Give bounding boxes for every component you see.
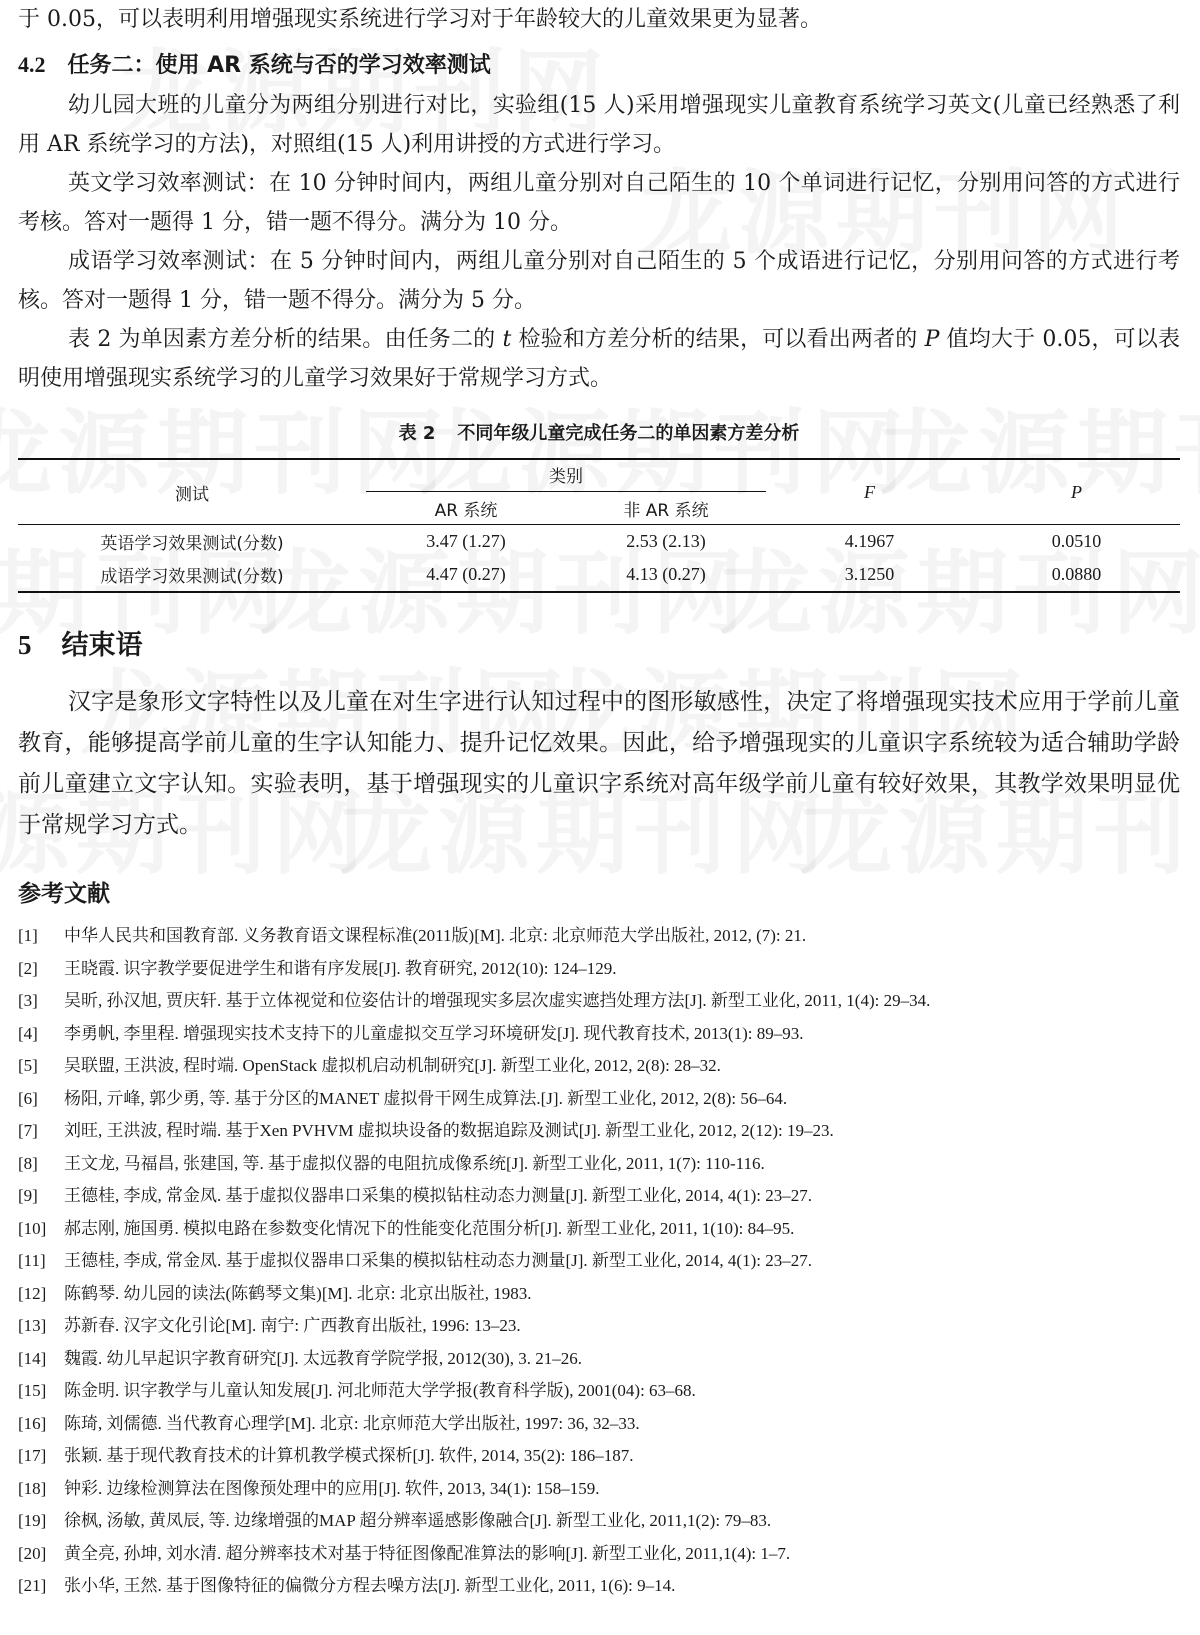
reference-number: [12] (18, 1283, 47, 1303)
header-non-ar: 非 AR 系统 (566, 492, 766, 525)
reference-number: [21] (18, 1576, 47, 1595)
cell-p: 0.0880 (973, 558, 1180, 592)
reference-number: [20] (18, 1543, 47, 1563)
section-title: 结束语 (61, 630, 143, 661)
reference-number: [2] (18, 958, 38, 978)
references-heading: 参考文献 (18, 881, 110, 907)
reference-number: [3] (18, 991, 38, 1010)
cell-test: 成语学习效果测试(分数) (18, 558, 366, 592)
reference-item (18, 1245, 1180, 1278)
reference-number: [6] (18, 1088, 38, 1108)
text-run: 表 2 为单因素方差分析的结果。由任务二的 (68, 327, 503, 352)
reference-number: [14] (18, 1348, 47, 1368)
reference-text: 陈琦, 刘儒德. 当代教育心理学[M]. 北京: 北京师范大学出版社, 1997: 36, 32–33. (64, 1413, 640, 1433)
section-number: 5 (18, 630, 32, 660)
reference-item (18, 985, 1180, 1018)
reference-item (18, 920, 1180, 953)
cell-f: 3.1250 (766, 558, 973, 592)
cell-f: 4.1967 (844, 531, 895, 551)
reference-text: 郝志刚, 施国勇. 模拟电路在参数变化情况下的性能变化范围分析[J]. 新型工业化, 2011, 1(10): 84–95. (64, 1218, 795, 1238)
table-number: 表 2 (398, 423, 436, 444)
section-4-2-heading (18, 45, 1180, 86)
reference-item (18, 953, 1180, 986)
reference-text: 杨阳, 亓峰, 郭少勇, 等. 基于分区的MANET 虚拟骨干网生成算法.[J]. 新型工业化, 2012, 2(8): 56–64. (64, 1088, 788, 1108)
body-paragraph (18, 320, 1180, 398)
reference-text: 王德桂, 李成, 常金凤. 基于虚拟仪器串口采集的模拟钻柱动态力测量[J]. 新型工业化, 2014, 4(1): 23–27. (64, 1186, 812, 1205)
reference-text: 吴昕, 孙汉旭, 贾庆轩. 基于立体视觉和位姿估计的增强现实多层次虚实遮挡处理方法[J]. 新型工业化, 2011, 1(4): 29–34. (64, 991, 931, 1010)
reference-text: 陈金明. 识字教学与儿童认知发展[J]. 河北师范大学学报(教育科学版), 2001(04): 63–68. (64, 1381, 696, 1400)
body-paragraph: 成语学习效率测试：在 5 分钟时间内，两组儿童分别对自己陌生的 5 个成语进行记忆，分别用问答的方式进行考核。答对一题得 1 分，错一题不得分。满分为 5 分。 (18, 249, 1180, 313)
reference-text: 魏霞. 幼儿早起识字教育研究[J]. 太远教育学院学报, 2012(30), 3. 21–26. (64, 1348, 583, 1368)
reference-text: 苏新春. 汉字文化引论[M]. 南宁: 广西教育出版社, 1996: 13–23. (64, 1316, 521, 1335)
reference-text: 张小华, 王然. 基于图像特征的偏微分方程去噪方法[J]. 新型工业化, 2011, 1(6): 9–14. (64, 1576, 676, 1595)
reference-item (18, 1213, 1180, 1246)
reference-number: [15] (18, 1381, 47, 1400)
reference-item (18, 1050, 1180, 1083)
intro-tail-paragraph: 于 0.05，可以表明利用增强现实系统进行学习对于年龄较大的儿童效果更为显著。 (18, 7, 822, 32)
header-p: P (973, 459, 1180, 525)
conclusion-paragraph: 汉字是象形文字特性以及儿童在对生字进行认知过程中的图形敏感性，决定了将增强现实技术应用于学前儿童教育，能够提高学前儿童的生字认知能力、提升记忆效果。因此，给予增强现实的儿童识字系统较为适合辅助学龄前儿童建立文字认知。实验表明，基于增强现实的儿童识字系统对高年级学前儿童有较好效果，其教学效果明显优于常规学习方式。 (18, 689, 1180, 838)
reference-item (18, 1180, 1180, 1213)
reference-text: 黄全亮, 孙坤, 刘水清. 超分辨率技术对基于特征图像配准算法的影响[J]. 新型工业化, 2011,1(4): 1–7. (64, 1543, 791, 1563)
reference-text: 王德桂, 李成, 常金凤. 基于虚拟仪器串口采集的模拟钻柱动态力测量[J]. 新型工业化, 2014, 4(1): 23–27. (64, 1251, 812, 1270)
reference-number: [13] (18, 1316, 47, 1335)
body-paragraph: 幼儿园大班的儿童分为两组分别进行对比，实验组(15 人)采用增强现实儿童教育系统学习英文(儿童已经熟悉了利用 AR 系统学习的方法)，对照组(15 人)利用讲授的方式进行学习。 (18, 93, 1180, 157)
reference-number: [10] (18, 1218, 47, 1238)
cell-test: 英语学习效果测试(分数) (100, 534, 284, 554)
reference-number: [18] (18, 1478, 47, 1498)
reference-item (18, 1538, 1180, 1571)
reference-item (18, 1310, 1180, 1343)
reference-item (18, 1505, 1180, 1538)
table-row (18, 558, 1180, 592)
reference-number: [17] (18, 1446, 47, 1465)
header-f: F (766, 459, 973, 525)
reference-number: [11] (18, 1251, 46, 1270)
table-row (18, 525, 1180, 559)
reference-item (18, 1375, 1180, 1408)
section-5-heading (18, 623, 1180, 668)
anova-table (18, 458, 1180, 593)
reference-text: 王晓霞. 识字教学要促进学生和谐有序发展[J]. 教育研究, 2012(10): 124–129. (64, 958, 617, 978)
reference-list (18, 920, 1180, 1603)
reference-item (18, 1473, 1180, 1506)
header-category-label: 类别 (366, 462, 766, 492)
reference-item (18, 1570, 1180, 1603)
t-symbol: t (502, 327, 512, 352)
section-number: 4.2 (18, 52, 46, 77)
reference-text: 刘旺, 王洪波, 程时端. 基于Xen PVHVM 虚拟块设备的数据追踪及测试[J]. 新型工业化, 2012, 2(12): 19–23. (64, 1121, 834, 1140)
section-title: 任务二：使用 AR 系统与否的学习效率测试 (67, 53, 491, 78)
header-test: 测试 (18, 459, 366, 525)
reference-item (18, 1343, 1180, 1376)
cell-non-ar: 2.53 (2.13) (626, 531, 706, 551)
cell-ar: 4.47 (0.27) (366, 558, 566, 592)
reference-text: 李勇帆, 李里程. 增强现实技术支持下的儿童虚拟交互学习环境研发[J]. 现代教育技术, 2013(1): 89–93. (64, 1023, 804, 1043)
reference-item (18, 1148, 1180, 1181)
table-caption-text: 不同年级儿童完成任务二的单因素方差分析 (457, 423, 800, 444)
text-run: 值均大于 0.05，可以表明使用增强现实系统学习的儿童学习效果好于常规学习方式。 (18, 327, 1180, 391)
reference-item (18, 1440, 1180, 1473)
header-ar: AR 系统 (366, 492, 566, 525)
reference-text: 张颖. 基于现代教育技术的计算机教学模式探析[J]. 软件, 2014, 35(2): 186–187. (64, 1446, 634, 1465)
reference-number: [1] (18, 926, 38, 945)
reference-number: [9] (18, 1186, 38, 1205)
reference-item (18, 1278, 1180, 1311)
reference-number: [7] (18, 1121, 38, 1140)
reference-text: 钟彩. 边缘检测算法在图像预处理中的应用[J]. 软件, 2013, 34(1): 158–159. (64, 1478, 600, 1498)
cell-p: 0.0510 (1051, 531, 1102, 551)
p-symbol: P (924, 327, 940, 352)
reference-number: [5] (18, 1056, 38, 1075)
reference-text: 中华人民共和国教育部. 义务教育语文课程标准(2011版)[M]. 北京: 北京师范大学出版社, 2012, (7): 21. (64, 926, 807, 945)
reference-number: [16] (18, 1413, 47, 1433)
reference-text: 徐枫, 汤敏, 黄凤辰, 等. 边缘增强的MAP 超分辨率遥感影像融合[J]. 新型工业化, 2011,1(2): 79–83. (64, 1511, 772, 1530)
header-category (366, 459, 766, 492)
reference-number: [4] (18, 1023, 38, 1043)
body-paragraph: 英文学习效率测试：在 10 分钟时间内，两组儿童分别对自己陌生的 10 个单词进行记忆，分别用问答的方式进行考核。答对一题得 1 分，错一题不得分。满分为 10 分。 (18, 171, 1180, 235)
reference-item (18, 1408, 1180, 1441)
reference-number: [19] (18, 1511, 47, 1530)
cell-non-ar: 4.13 (0.27) (566, 558, 766, 592)
reference-item (18, 1018, 1180, 1051)
table-caption (18, 420, 1180, 448)
reference-text: 吴联盟, 王洪波, 程时端. OpenStack 虚拟机启动机制研究[J]. 新型工业化, 2012, 2(8): 28–32. (64, 1056, 721, 1075)
reference-item (18, 1115, 1180, 1148)
text-run: 检验和方差分析的结果，可以看出两者的 (511, 327, 925, 352)
cell-ar: 3.47 (1.27) (426, 531, 506, 551)
reference-text: 陈鹤琴. 幼儿园的读法(陈鹤琴文集)[M]. 北京: 北京出版社, 1983. (64, 1283, 532, 1303)
reference-text: 王文龙, 马福昌, 张建国, 等. 基于虚拟仪器的电阻抗成像系统[J]. 新型工业化, 2011, 1(7): 110-116. (64, 1153, 765, 1173)
reference-item (18, 1083, 1180, 1116)
reference-number: [8] (18, 1153, 38, 1173)
